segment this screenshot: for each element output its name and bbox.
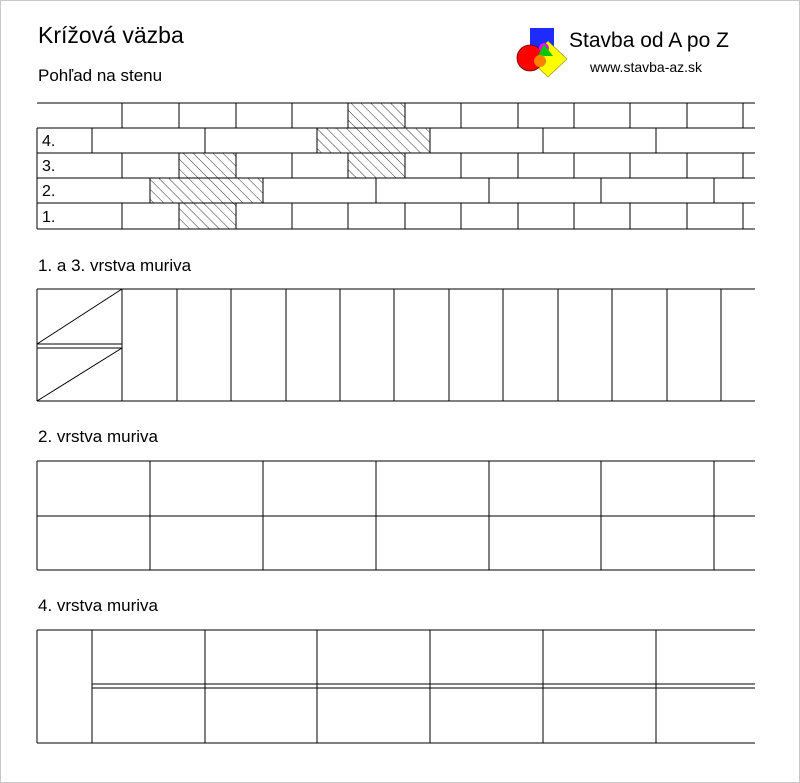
page-title: Krížová väzba [38,22,184,48]
section-label-layer-2: 2. vrstva muriva [38,427,158,446]
hatched-bricks [150,103,430,229]
hatched-brick-row1 [179,203,236,229]
row-label-3: 3. [42,158,56,175]
hatched-brick-row3b [348,153,405,178]
section-label-layer-4: 4. vrstva muriva [38,596,158,615]
brand-url[interactable]: www.stavba-az.sk [590,59,703,75]
plan-layer-4 [37,630,755,743]
plan-layer-2 [37,461,755,570]
closer-diagonal [37,289,122,344]
brand-name: Stavba od A po Z [569,29,729,52]
wall-row-labels [42,133,55,226]
plan-layer-1-3 [37,289,755,401]
row-label-4: 4. [42,133,56,150]
row-label-1: 1. [42,209,56,226]
closer-diagonal [37,348,122,401]
wall-elevation [37,103,755,229]
hatched-brick-row3 [179,153,236,178]
hatched-brick-row4 [317,128,430,153]
section-label-layer-1-3: 1. a 3. vrstva muriva [38,256,192,275]
hatched-brick-row2 [150,178,263,203]
hatched-brick-top [348,103,405,128]
row-label-2: 2. [42,183,56,200]
wall-view-subtitle: Pohľad na stenu [38,66,163,85]
